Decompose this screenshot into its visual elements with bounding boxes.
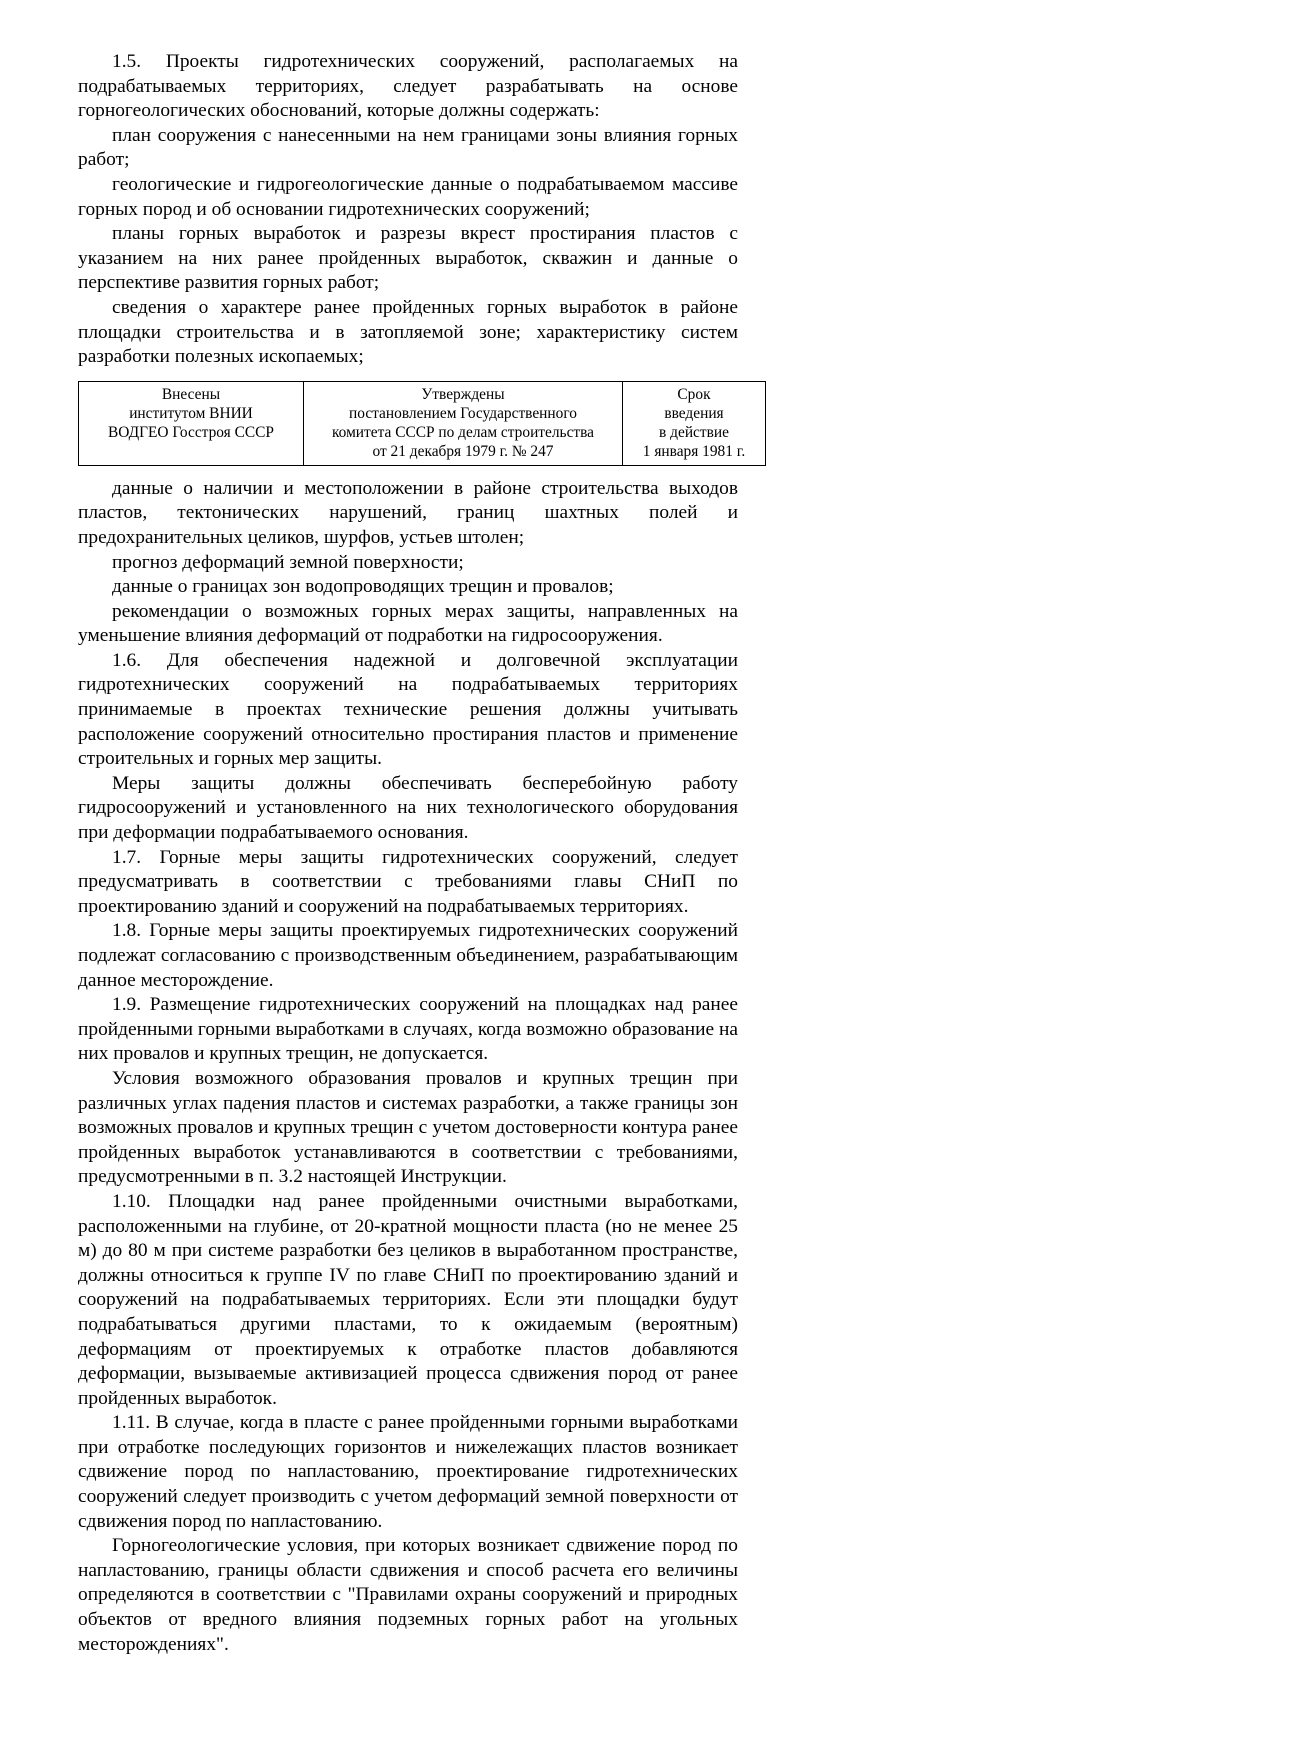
approved-by-line-2: постановлением Государственного [349,404,577,422]
paragraph-mery-zashchity: Меры защиты должны обеспечивать бесперебойную работу гидросооружений и установленного на них технологического оборудования при деформации подрабатываемого основания. [78,772,738,844]
paragraph-geologicheskie-dannye: геологические и гидрогеологические данные о подрабатываемом массиве горных пород и об основании гидротехнических сооружений; [78,173,738,220]
paragraph-rekomendacii: рекомендации о возможных горных мерах защиты, направленных на уменьшение влияния деформаций от подработки на гидросооружения. [78,600,738,647]
paragraph-1-5: 1.5. Проекты гидротехнических сооружений, располагаемых на подрабатываемых территориях, следует разрабатывать на основе горногеологических обоснований, которые должны содержать: [78,51,738,122]
paragraph-dannye-o-granicah: данные о границах зон водопроводящих трещин и провалов; [112,576,614,598]
submitted-by-line-3: ВОДГЕО Госстроя СССР [108,423,274,441]
paragraph-prognoz-deformaciy: прогноз деформаций земной поверхности; [112,551,464,573]
paragraph-plany-gornyh-vyrabotok: планы горных выработок и разрезы вкрест простирания пластов с указанием на них ранее пройденных выработок, скважин и данные о перспективе развития горных работ; [78,223,738,294]
approved-by-line-4: от 21 декабря 1979 г. № 247 [372,442,554,460]
document-text-body [78,50,746,1657]
submitted-by-line-2: институтом ВНИИ [129,404,253,422]
paragraph-1-7: 1.7. Горные меры защиты гидротехнических сооружений, следует предусматривать в соответствии с требованиями главы СНиП по проектированию зданий и сооружений на подрабатываемых территориях. [78,846,738,917]
paragraph-plan-sooruzheniya: план сооружения с нанесенными на нем границами зоны влияния горных работ; [78,124,738,171]
effective-date-line-3: в действие [659,423,729,441]
paragraph-1-11: 1.11. В случае, когда в пласте с ранее пройденными горными выработками при отработке последующих горизонтов и нижележащих пластов возникает сдвижение пород по напластованию, проектирование гидротехнических сооружений следует производить с учетом деформаций земной поверхности от сдвижения пород по напластованию. [78,1412,738,1532]
paragraph-1-9: 1.9. Размещение гидротехнических сооружений на площадках над ранее пройденными горными выработками в случаях, когда возможно образование на них провалов и крупных трещин, не допускается. [78,994,738,1065]
table-cell-submitted-by [79,381,304,465]
paragraph-1-10: 1.10. Площадки над ранее пройденными очистными выработками, расположенными на глубине, от 20-кратной мощности пласта (но не менее 25 м) до 80 м при системе разработки без целиков в выработанном пространстве, должны относиться к группе IV по главе СНиП по проектированию зданий и сооружений на подрабатываемых территориях. Если эти площадки будут подрабатываться другими пластами, то к ожидаемым (вероятным) деформациям от проектируемых к отработке пластов добавляются деформации, вызываемые активизацией процесса сдвижения пород от ранее пройденных выработок. [78,1190,738,1409]
paragraph-usloviya-obrazovaniya: Условия возможного образования провалов и крупных трещин при различных углах падения пластов и системах разработки, а также границы зон возможных провалов и крупных трещин с учетом достоверности контура ранее пройденных выработок устанавливаются в соответствии с требованиями, предусмотренными в п. 3.2 настоящей Инструкции. [78,1067,738,1188]
effective-date-line-1: Срок [677,385,711,403]
table-cell-effective-date [623,381,766,465]
paragraph-dannye-o-nalichii: данные о наличии и местоположении в районе строительства выходов пластов, тектонических нарушений, границ шахтных полей и предохранительных целиков, шурфов, устьев штолен; [78,477,738,548]
table-row [79,381,766,465]
paragraph-1-6: 1.6. Для обеспечения надежной и долговечной эксплуатации гидротехнических сооружений на подрабатываемых территориях принимаемые в проектах технические решения должны учитывать расположение сооружений относительно простирания пластов и применение строительных и горных мер защиты. [78,649,738,770]
effective-date-line-4: 1 января 1981 г. [642,442,746,460]
approved-by-line-1: Утверждены [421,385,505,403]
approved-by-line-3: комитета СССР по делам строительства [331,423,595,441]
submitted-by-line-1: Внесены [161,385,221,403]
effective-date-line-2: введения [664,404,724,422]
table-cell-approved-by [304,381,623,465]
paragraph-gornogeologicheskie-usloviya: Горногеологические условия, при которых возникает сдвижение пород по напластованию, границы области сдвижения и способ расчета его величины определяются в соответствии с "Правилами охраны сооружений и природных объектов от вредного влияния подземных горных работ на угольных месторождениях". [78,1535,738,1655]
paragraph-1-8: 1.8. Горные меры защиты проектируемых гидротехнических сооружений подлежат согласованию с производственным объединением, разрабатывающим данное месторождение. [78,920,738,991]
paragraph-svedeniya-o-haraktere: сведения о характере ранее пройденных горных выработок в районе площадки строительства и в затопляемой зоне; характеристику систем разработки полезных ископаемых; [78,296,738,368]
approval-table [78,381,766,466]
